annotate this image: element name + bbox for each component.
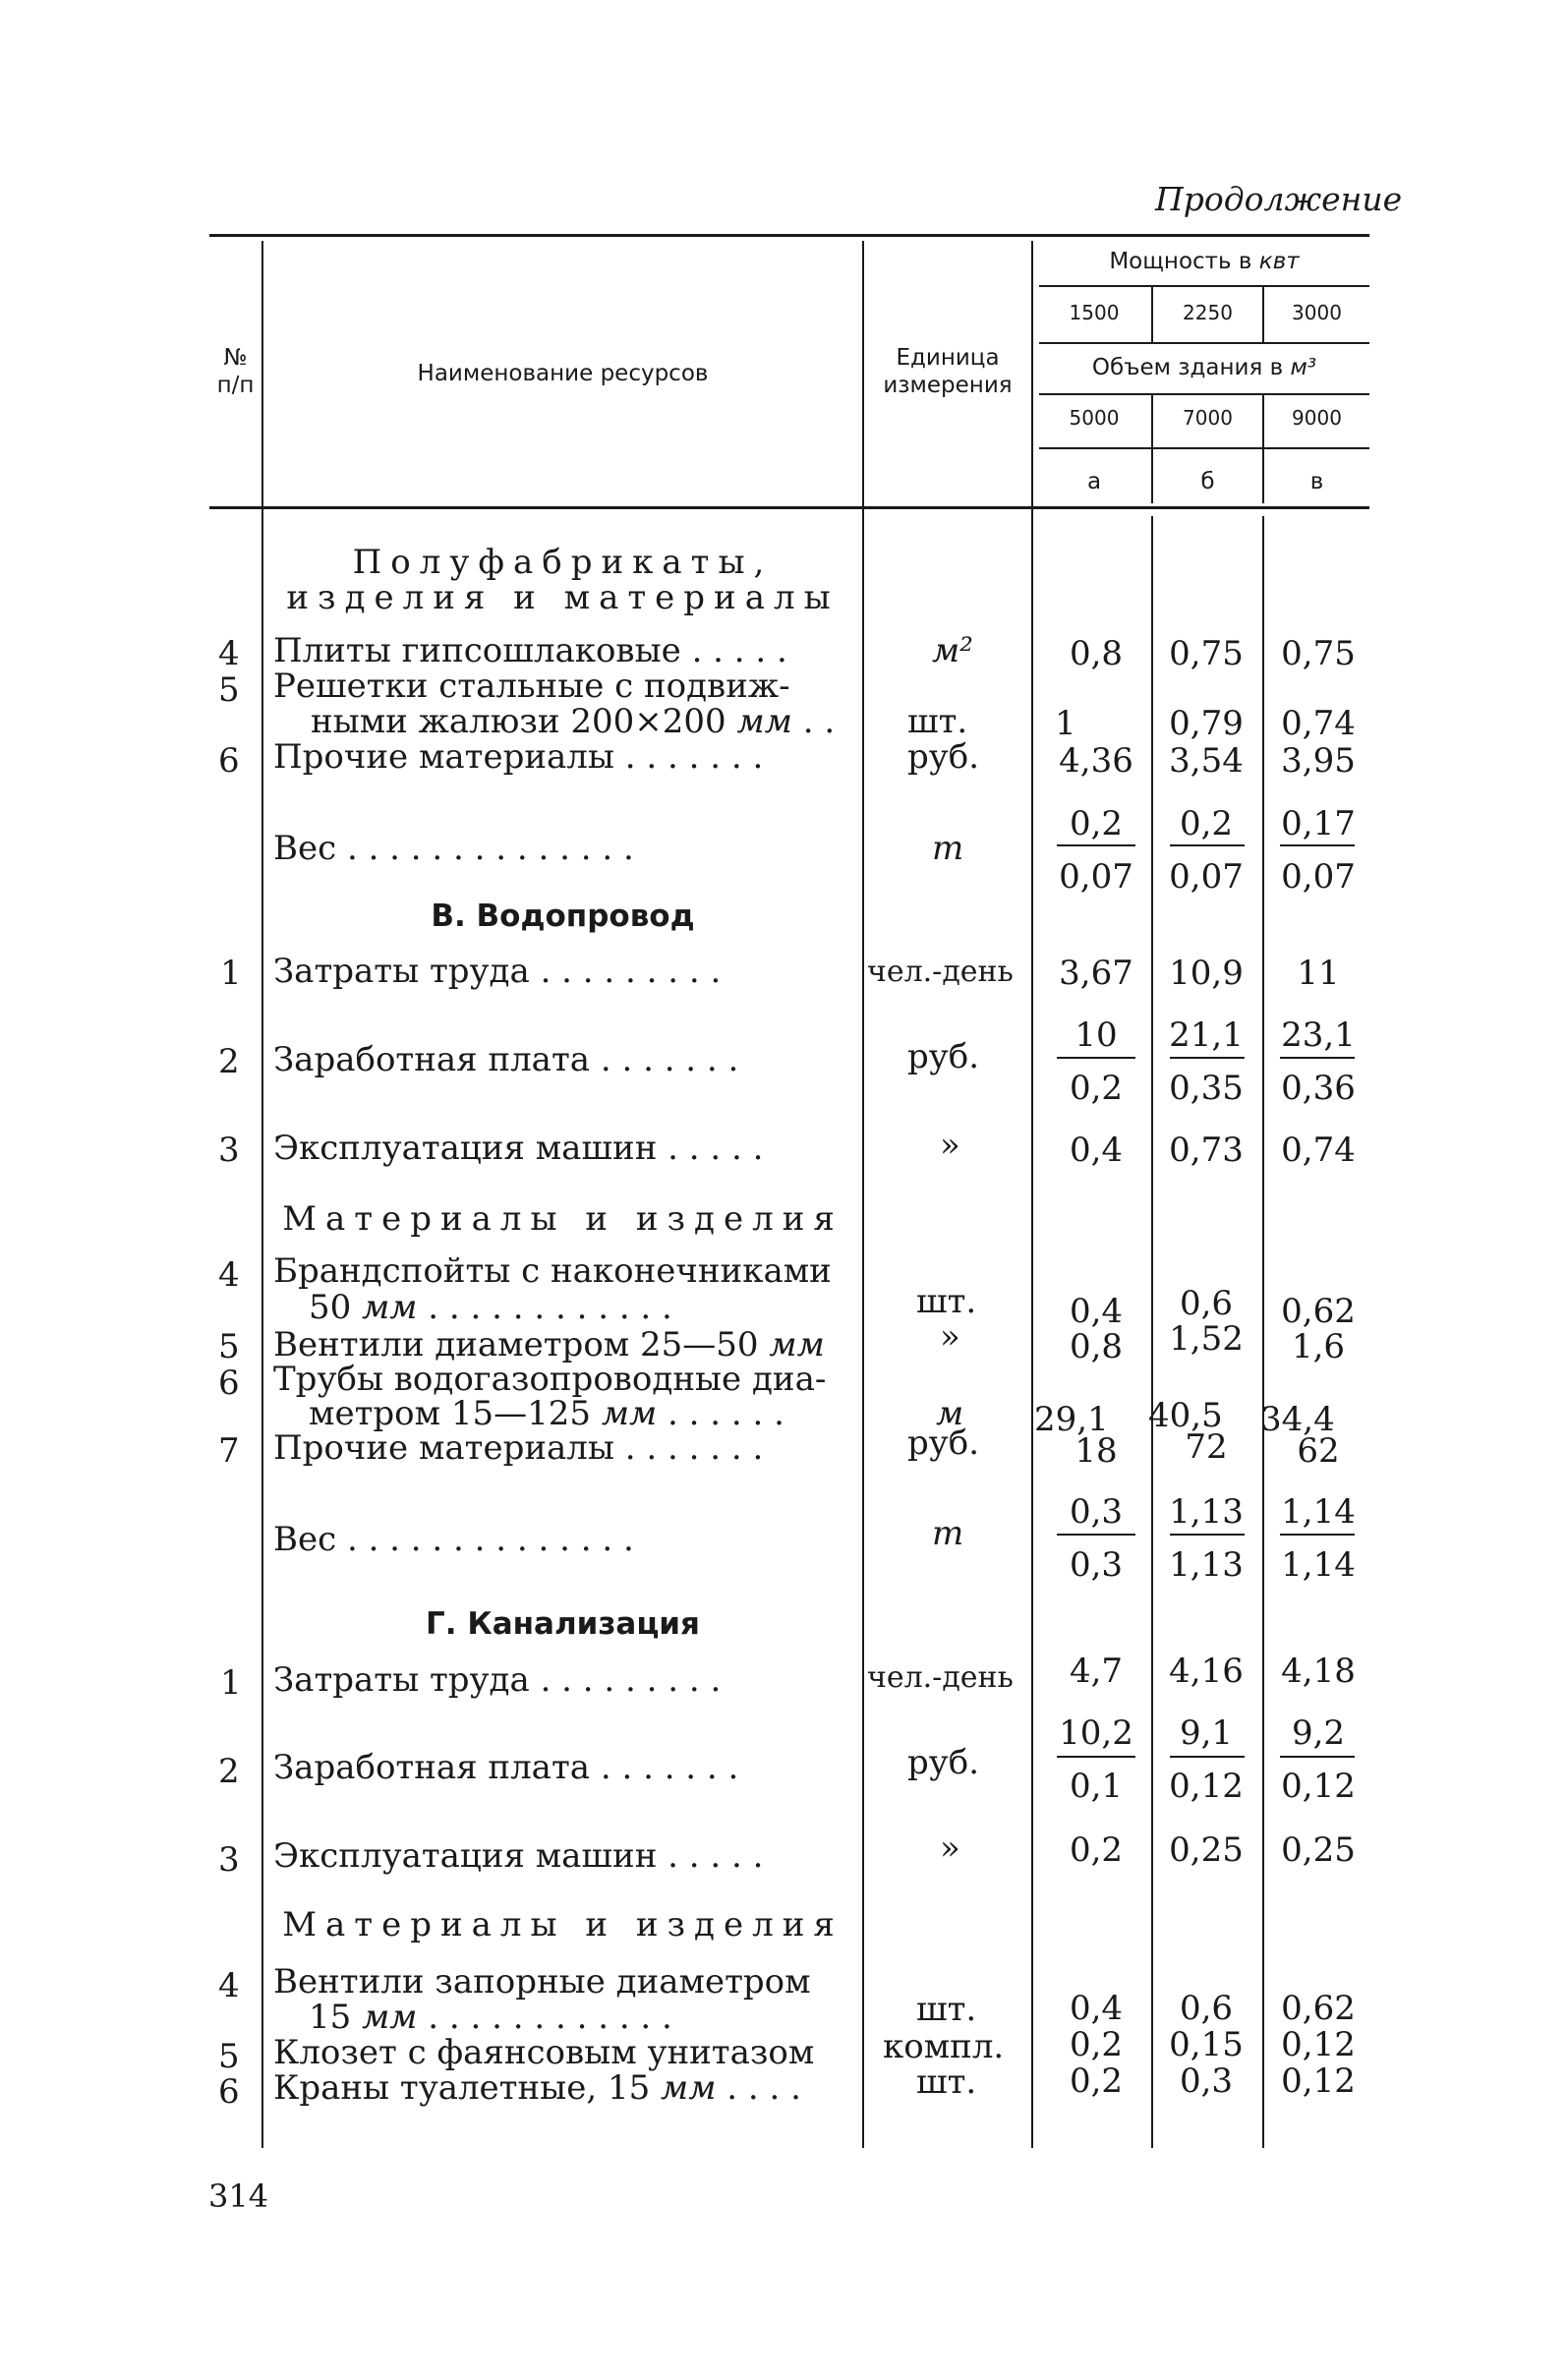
- frac-bot-b: 1,13: [1169, 1545, 1244, 1585]
- frac-top-a: 0,3: [1069, 1492, 1124, 1532]
- frac-top-b: 21,1: [1169, 1015, 1244, 1055]
- row-num: 2: [218, 1752, 240, 1791]
- frac-line: [1170, 1534, 1245, 1536]
- row-num: 5: [218, 2037, 240, 2076]
- row-name: Решетки стальные с подвиж-: [273, 667, 790, 706]
- row-name: Вес . . . . . . . . . . . . . .: [273, 829, 634, 868]
- col-rule-num: [261, 241, 263, 2148]
- row-num: 6: [218, 2072, 240, 2112]
- val-b: 0,6: [1179, 1284, 1234, 1323]
- volume-value-a: 5000: [1069, 406, 1120, 430]
- row-unit: шт.: [907, 702, 968, 741]
- frac-top-b: 0,2: [1179, 804, 1234, 843]
- header-power: Мощность в квт: [1109, 249, 1300, 274]
- row-name: Брандспойты с наконечниками: [273, 1251, 832, 1291]
- val-b: 0,3: [1179, 2061, 1234, 2101]
- val-c: 0,74: [1281, 704, 1356, 743]
- row-name: Эксплуатация машин . . . . .: [273, 1129, 764, 1168]
- row-name: Заработная плата . . . . . . .: [273, 1748, 739, 1787]
- row-unit: м: [936, 1394, 964, 1433]
- frac-top-a: 10,2: [1059, 1713, 1133, 1753]
- row-name: Клозет с фаянсовым унитазом: [273, 2033, 815, 2072]
- val-c: 1,6: [1291, 1327, 1346, 1366]
- row-name: Вентили диаметром 25—50 мм: [273, 1325, 825, 1364]
- frac-line: [1280, 1057, 1355, 1059]
- val-b: 0,73: [1169, 1131, 1244, 1170]
- frac-top-c: 9,2: [1291, 1713, 1346, 1753]
- val-b: 0,75: [1169, 634, 1244, 673]
- val-c: 62: [1297, 1431, 1340, 1471]
- row-unit: руб.: [907, 1423, 980, 1463]
- row-num: 2: [218, 1042, 240, 1081]
- row-name-cont: 50 мм . . . . . . . . . . . .: [309, 1288, 672, 1327]
- frac-bot-c: 0,07: [1281, 857, 1356, 897]
- row-num: 3: [218, 1131, 240, 1170]
- power-value-b: 2250: [1183, 301, 1233, 324]
- volume-rule: [1039, 393, 1369, 395]
- page-number: 314: [208, 2177, 269, 2215]
- row-unit: »: [940, 1126, 960, 1165]
- val-a: 3,67: [1059, 954, 1133, 993]
- val-a: 0,4: [1069, 1989, 1124, 2028]
- frac-top-c: 1,14: [1281, 1492, 1356, 1532]
- val-b: 0,15: [1169, 2025, 1244, 2064]
- row-unit: »: [940, 1317, 960, 1357]
- row-unit: т: [932, 829, 964, 868]
- val-b: 3,54: [1169, 741, 1244, 781]
- val-c: 0,25: [1281, 1830, 1356, 1870]
- row-num: 4: [218, 1255, 240, 1295]
- frac-top-a: 10: [1074, 1015, 1118, 1055]
- row-unit: руб.: [907, 737, 980, 777]
- power-rule: [1039, 285, 1369, 287]
- letter-b: б: [1200, 469, 1215, 494]
- val-a: 0,4: [1069, 1131, 1124, 1170]
- val-a: 1: [1055, 704, 1076, 743]
- volume-value-b: 7000: [1183, 406, 1233, 430]
- row-name: Затраты труда . . . . . . . . .: [273, 952, 722, 991]
- power-value-a: 1500: [1069, 301, 1120, 324]
- row-unit: шт.: [916, 2062, 977, 2102]
- row-unit: чел.-день: [867, 1660, 1014, 1695]
- row-unit: шт.: [916, 1282, 977, 1321]
- val-b: 0,25: [1169, 1830, 1244, 1870]
- val-c: 4,18: [1281, 1652, 1356, 1691]
- val-c: 11: [1297, 954, 1340, 993]
- row-unit: »: [940, 1828, 960, 1868]
- frac-bot-a: 0,07: [1059, 857, 1133, 897]
- val-c: 0,74: [1281, 1131, 1356, 1170]
- frac-line: [1057, 1057, 1135, 1059]
- row-unit: руб.: [907, 1037, 980, 1076]
- row-unit: м²: [932, 631, 973, 670]
- val-c: 0,62: [1281, 1292, 1356, 1331]
- row-num: 3: [218, 1840, 240, 1880]
- row-name-cont: 15 мм . . . . . . . . . . . .: [309, 1998, 672, 2037]
- val-b: 72: [1185, 1427, 1228, 1467]
- val-c: 3,95: [1281, 741, 1356, 781]
- power-value-c: 3000: [1292, 301, 1342, 324]
- row-name: Прочие материалы . . . . . . .: [273, 737, 764, 777]
- col-rule-unit: [1031, 241, 1033, 2148]
- row-unit: шт.: [916, 1990, 977, 2029]
- col-rule-name: [862, 241, 864, 2148]
- section-sewer-title: Г. Канализация: [426, 1606, 700, 1642]
- row-name: Вентили запорные диаметром: [273, 1962, 811, 2002]
- val-c: 34,4: [1260, 1400, 1335, 1439]
- row-unit: т: [932, 1514, 964, 1553]
- val-b: 40,5: [1148, 1396, 1223, 1435]
- frac-line: [1057, 1756, 1135, 1758]
- frac-top-c: 23,1: [1281, 1015, 1356, 1055]
- val-b: 0,6: [1179, 1989, 1234, 2028]
- frac-top-b: 9,1: [1179, 1713, 1234, 1753]
- val-c: 0,12: [1281, 2061, 1356, 2101]
- val-c: 0,62: [1281, 1989, 1356, 2028]
- frac-top-a: 0,2: [1069, 804, 1124, 843]
- frac-bot-b: 0,07: [1169, 857, 1244, 897]
- frac-top-c: 0,17: [1281, 804, 1356, 843]
- row-name: Заработная плата . . . . . . .: [273, 1040, 739, 1079]
- frac-line: [1280, 844, 1355, 846]
- continuation-label: Продолжение: [1155, 180, 1403, 218]
- row-name: Затраты труда . . . . . . . . .: [273, 1660, 722, 1700]
- row-num: 7: [218, 1431, 240, 1471]
- row-num: 5: [218, 1327, 240, 1366]
- header-volume: Объем здания в м³: [1091, 355, 1317, 380]
- power-values-rule: [1039, 342, 1369, 344]
- row-name: Эксплуатация машин . . . . .: [273, 1836, 764, 1876]
- frac-line: [1057, 844, 1135, 846]
- section-semi-title-2: изделия и материалы: [286, 578, 840, 617]
- row-name: Прочие материалы . . . . . . .: [273, 1428, 764, 1468]
- frac-bot-c: 0,12: [1281, 1767, 1356, 1806]
- row-unit: руб.: [907, 1743, 980, 1782]
- val-b: 1,52: [1169, 1319, 1244, 1359]
- val-a: 0,8: [1069, 634, 1124, 673]
- val-a: 4,7: [1069, 1652, 1124, 1691]
- frac-line: [1170, 844, 1245, 846]
- val-a: 0,4: [1069, 1292, 1124, 1331]
- section-semi-title-1: Полуфабрикаты,: [352, 543, 774, 582]
- row-name-cont: метром 15—125 мм . . . . . .: [309, 1394, 784, 1433]
- row-num: 4: [218, 1966, 240, 2005]
- val-a: 4,36: [1059, 741, 1133, 781]
- letter-a: а: [1086, 469, 1102, 494]
- frac-line: [1280, 1756, 1355, 1758]
- header-bottom-rule: [209, 506, 1369, 509]
- frac-bot-b: 0,35: [1169, 1069, 1244, 1108]
- section-sewer-sub: Материалы и изделия: [282, 1905, 843, 1944]
- frac-bot-a: 0,1: [1069, 1767, 1124, 1806]
- section-water-title: В. Водопровод: [431, 899, 695, 934]
- val-a: 18: [1074, 1431, 1118, 1471]
- frac-line: [1170, 1057, 1245, 1059]
- frac-line: [1057, 1534, 1135, 1536]
- frac-top-b: 1,13: [1169, 1492, 1244, 1532]
- section-water-sub: Материалы и изделия: [282, 1199, 843, 1239]
- row-num: 1: [220, 1663, 242, 1703]
- val-b: 4,16: [1169, 1652, 1244, 1691]
- volume-values-rule: [1039, 447, 1369, 449]
- val-b: 10,9: [1169, 954, 1244, 993]
- row-num: 5: [218, 670, 240, 710]
- row-num: 1: [220, 954, 242, 993]
- header-unit: Единица измерения: [883, 345, 1013, 398]
- volume-value-c: 9000: [1292, 406, 1342, 430]
- header-name: Наименование ресурсов: [417, 361, 709, 386]
- row-name: Вес . . . . . . . . . . . . . .: [273, 1520, 634, 1559]
- frac-line: [1280, 1534, 1355, 1536]
- frac-bot-a: 0,2: [1069, 1069, 1124, 1108]
- frac-bot-c: 0,36: [1281, 1069, 1356, 1108]
- row-name: Плиты гипсошлаковые . . . . .: [273, 631, 787, 670]
- val-c: 0,75: [1281, 634, 1356, 673]
- frac-bot-c: 1,14: [1281, 1545, 1356, 1585]
- val-a: 0,8: [1069, 1327, 1124, 1366]
- val-b: 0,79: [1169, 704, 1244, 743]
- table-top-rule: [209, 234, 1369, 237]
- row-num: 4: [218, 634, 240, 673]
- frac-line: [1170, 1756, 1245, 1758]
- val-a: 29,1: [1034, 1400, 1109, 1439]
- row-unit: компл.: [883, 2027, 1005, 2066]
- frac-bot-a: 0,3: [1069, 1545, 1124, 1585]
- row-name: Краны туалетные, 15 мм . . . .: [273, 2068, 801, 2108]
- val-c: 0,12: [1281, 2025, 1356, 2064]
- letter-c: в: [1309, 469, 1324, 494]
- val-a: 0,2: [1069, 2025, 1124, 2064]
- row-name-cont: ными жалюзи 200×200 мм . .: [311, 702, 836, 741]
- val-a: 0,2: [1069, 1830, 1124, 1870]
- frac-bot-b: 0,12: [1169, 1767, 1244, 1806]
- row-name: Трубы водогазопроводные диа-: [273, 1360, 827, 1399]
- val-a: 0,2: [1069, 2061, 1124, 2101]
- row-unit: чел.-день: [867, 955, 1014, 989]
- row-num: 6: [218, 1364, 240, 1403]
- row-num: 6: [218, 741, 240, 781]
- header-num: № п/п: [216, 345, 255, 398]
